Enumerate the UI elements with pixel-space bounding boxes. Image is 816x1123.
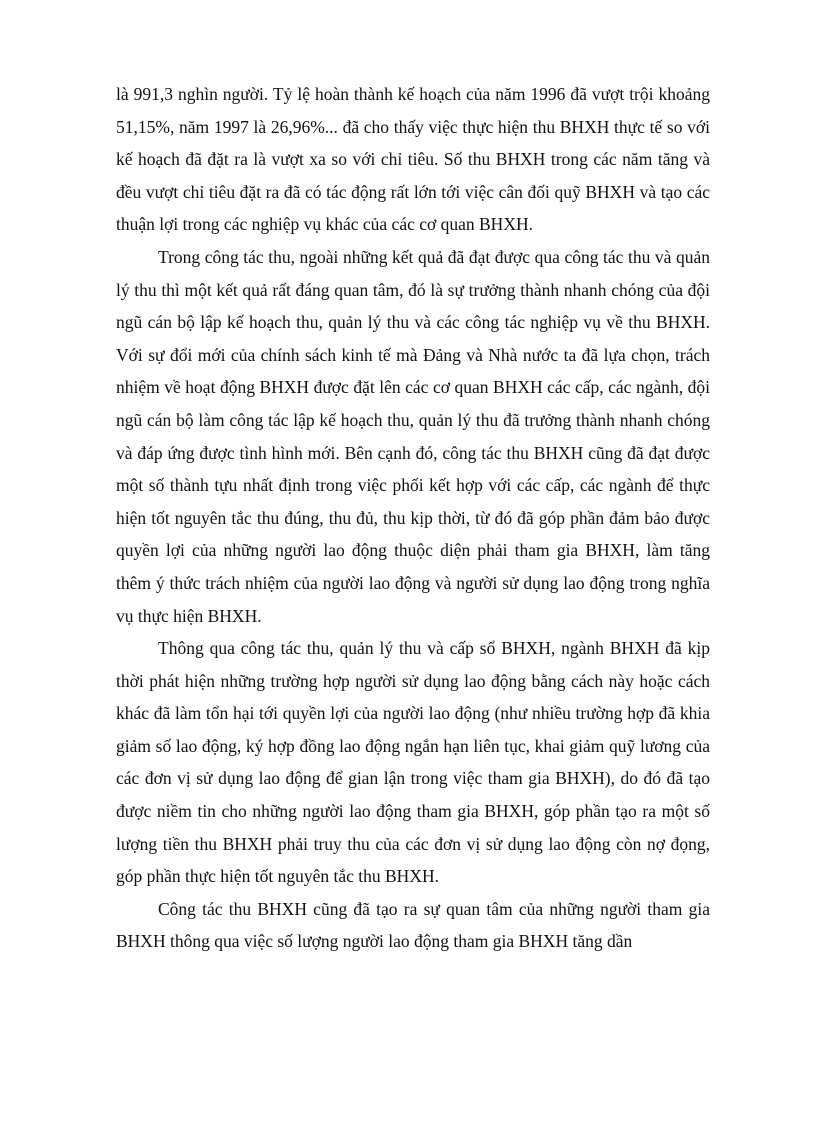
paragraph-4: Công tác thu BHXH cũng đã tạo ra sự quan tâm của những người tham gia BHXH thông qua việc số lượng người lao động tham gia BHXH tăng dần (116, 898, 710, 952)
paragraph-3: Thông qua công tác thu, quản lý thu và cấp sổ BHXH, ngành BHXH đã kịp thời phát hiện những trường hợp người sử dụng lao động bằng cách này hoặc cách khác đã làm tổn hại tới quyền lợi của người lao động (như nhiều trường hợp đã khia giảm số lao động, ký hợp đồng lao động ngắn hạn liên tục, khai giảm quỹ lương của các đơn vị sử dụng lao động để gian lận trong việc tham gia BHXH), do đó đã tạo được niềm tin cho những người lao động tham gia BHXH, góp phần tạo ra một số lượng tiền thu BHXH phải truy thu của các đơn vị sử dụng lao động còn nợ đọng, góp phần thực hiện tốt nguyên tắc thu BHXH. (116, 638, 710, 887)
paragraph-2: Trong công tác thu, ngoài những kết quả đã đạt được qua công tác thu và quản lý thu thì một kết quả rất đáng quan tâm, đó là sự trưởng thành nhanh chóng của đội ngũ cán bộ lập kế hoạch thu, quản lý thu và các công tác nghiệp vụ về thu BHXH. Với sự đổi mới của chính sách kinh tế mà Đảng và Nhà nước ta đã lựa chọn, trách nhiệm về hoạt động BHXH được đặt lên các cơ quan BHXH các cấp, các ngành, đội ngũ cán bộ làm công tác lập kế hoạch thu, quản lý thu đã trưởng thành nhanh chóng và đáp ứng được tình hình mới. Bên cạnh đó, công tác thu BHXH cũng đã đạt được một số thành tựu nhất định trong việc phối kết hợp với các cấp, các ngành để thực hiện tốt nguyên tắc thu đúng, thu đủ, thu kịp thời, từ đó đã góp phần đảm bảo được quyền lợi của những người lao động thuộc diện phải tham gia BHXH, làm tăng thêm ý thức trách nhiệm của người lao động và người sử dụng lao động trong nghĩa vụ thực hiện BHXH. (116, 246, 710, 626)
paragraph-1: là 991,3 nghìn người. Tỷ lệ hoàn thành kế hoạch của năm 1996 đã vượt trội khoảng 51,15%, năm 1997 là 26,96%... đã cho thấy việc thực hiện thu BHXH thực tế so với kế hoạch đã đặt ra là vượt xa so với chỉ tiêu. Số thu BHXH trong các năm tăng và đều vượt chỉ tiêu đặt ra đã có tác động rất lớn tới việc cân đối quỹ BHXH và tạo các thuận lợi trong các nghiệp vụ khác của các cơ quan BHXH. (116, 84, 710, 235)
document-page (116, 78, 710, 958)
